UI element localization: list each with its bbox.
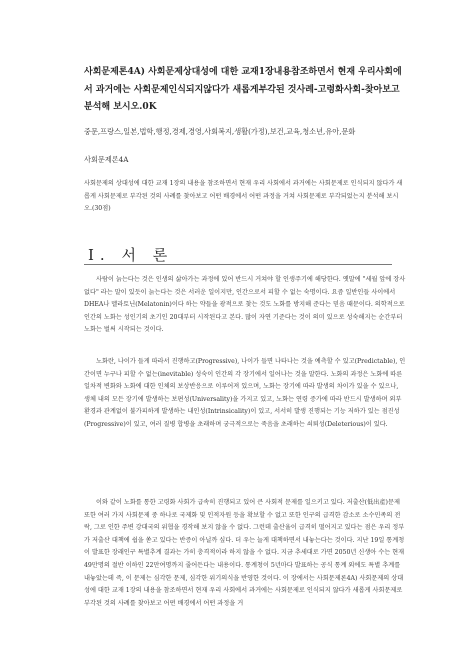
body-paragraph-2: 노화란, 나이가 들게 따라서 진행하고(Progressive), 나이가 들면 나타나는 것을 예측할 수 있고(Predictable), 인간이면 누구나 피할 수 없는(inevitable) 성숙이 인간의 각 장기에서 일어나는 것을 말한다. 노화의 과정은 노화에 따른 일차적 변화와 노화에 대한 인체의 보상반응으로 이루어져 있으며, 노화는 장기에 따라 발생의 차이가 있을 수 있으나, 생체 내의 모든 장기에 발생하는 보편성(Universality)을 가지고 있고, 노화는 연령 증가에 따라 반드시 발생하며 외부 환경과 관계없이 불가피하게 발생하는 내인성(Intrinsicality)이 있고, 서서히 발생 진행되는 기능 저하가 있는 점진성(Progressive)이 있고, 여러 질병 합병을 초래하며 궁극적으로는 죽음을 초래하는 쇠퇴성(Deleterious)이 있다.	[84, 358, 406, 428]
assignment-prompt: 사회문제의 상대성에 대한 교재 1장의 내용을 참조하면서 현재 우리 사회에서 과거에는 사회문제로 인식되지 않다가 새롭게 사회문제로 부각된 것의 사례를 찾아보고 어떤 배경에서 어떤 과정을 거쳐 사회문제로 부각되었는지 분석해 보시오.(30점)	[84, 180, 403, 213]
body-paragraph-1: 사람이 늙는다는 것은 인생의 삶아가는 과정에 있어 반드시 거쳐야 할 인생주기에 해당한다. 옛말에 "세월 앞에 장사 없다" 라는 말이 있듯이 늙는다는 것은 서러운 일이지만, 인간으로서 피할 수 없는 숙명이다. 요즘 일반인들 사이에서 DHEA나 멜라토닌(Melatonin)이다 하는 약들을 광적으로 찾는 것도 노화를 방지해 준다는 믿음 때문이다. 의학적으로 인간의 노화는 성인기의 초기인 20대부터 시작된다고 본다. 많이 자연 기준다는 것이 의미 있으로 성숙해지는 순간부터 노화는 벌써 시작되는 것이다.	[84, 276, 406, 334]
heading-divider	[84, 264, 392, 265]
keyword-list: 중문,프랑스,일본,법학,행정,경제,경영,사회복지,생활(가정),보건,교육,청소년,유아,문화	[84, 127, 356, 136]
section-heading-introduction: Ⅰ. 서 론	[88, 246, 174, 264]
document-title: 사회문제론4A) 사회문제상대성에 대한 교재1장내용참조하면서 현재 우리사회에서 과거에는 사회문제인식되지않다가 새롭게부각된 것사례-고령화사회-찾아보고 분석해 보시오.0K	[84, 67, 402, 112]
course-label: 사회문제론4A	[84, 155, 129, 164]
body-paragraph-3: 이와 같이 노화를 통한 고령화 사회가 급속히 진행되고 있어 큰 사회적 문제를 일으키고 있다. 저출산(低出產)문제 또한 여러 가지 사회문제 중 하나로 국제화 및 인적자원 등을 확보할 수 없고 또한 인구의 급격한 감소로 소수민족의 전락, 그로 인한 주변 강대국의 위협을 경작해 보지 않을 수 없다. 그런데 출산율이 급격히 떨어지고 있다는 점은 우리 정부가 저출산 대책에 쉽을 쏟고 있다는 반증이 아닐까 싶다. 더 우는 늘게 대책하면서 내놓는다는 것이다. 지난 19일 통계청이 발표한 장래인구 특별추계 결과는 가히 충격적이라 하지 않을 수 없다. 지금 추세대로 가면 2050년 신생아 수는 현재 49만명의 절반 이하인 22만여명까지 줄어든다는 내용이다. 통계청이 5년마다 발표하는 공식 통계 외에도 특별 추계를 내놓았는데 즉, 이 문제는 심각한 문제, 심각한 위기의식을 반영한 것이다. 이 장에서는 사회문제론4A) 사회문제의 상대성에 대한 교재 1장의 내용을 참조하면서 현재 우리 사회에서 과거에는 사회문제로 인식되지 않다가 새롭게 사회문제로 부각된 것의 사례를 찾아보고 어떤 배경에서 어떤 과정을 거	[84, 499, 405, 607]
